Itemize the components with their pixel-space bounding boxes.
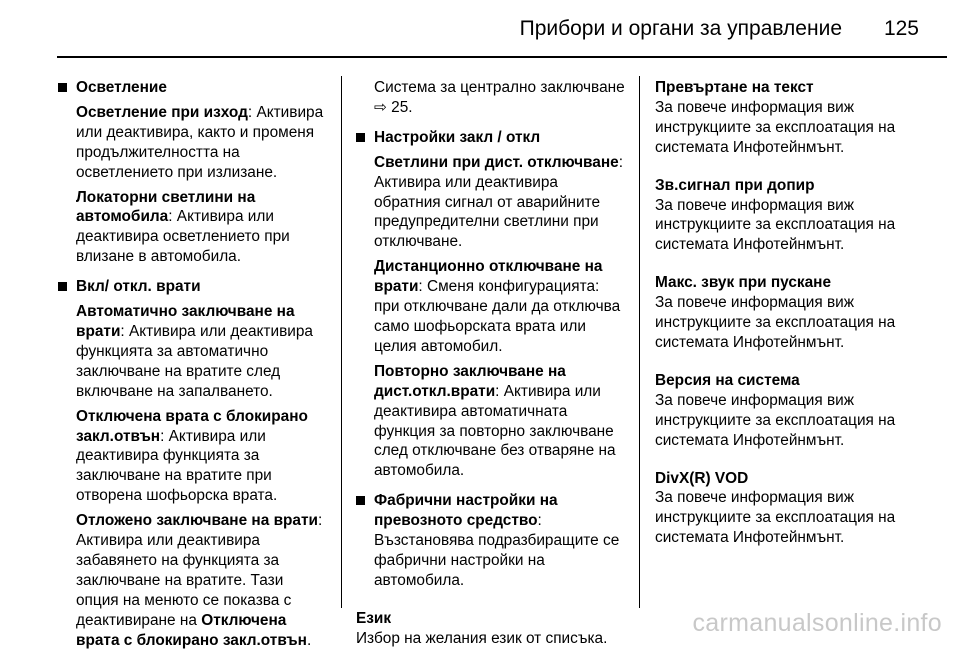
column-divider-2 <box>639 76 640 608</box>
column-divider-1 <box>341 76 342 608</box>
section-text: : Възстановява подразбиращите се фабрични настройки на автомобила. <box>374 512 620 589</box>
paragraph <box>58 302 328 402</box>
option-text: : Активира или деактивира функцията за заключване на вратите при отворена шофьорска врата. <box>76 427 278 505</box>
paragraph <box>58 407 328 507</box>
watermark: carmanualsonline.info <box>692 609 942 637</box>
subsection-heading: Макс. звук при пускане <box>655 274 832 292</box>
paragraph: За повече информация виж инструкциите за експлоатация на системата Инфотейнмънт. <box>655 196 896 254</box>
square-bullet-icon <box>356 496 365 505</box>
option-label: Светлини при дист. отключване <box>374 153 619 171</box>
paragraph: За повече информация виж инструкциите за експлоатация на системата Инфотейнмънт. <box>655 98 896 156</box>
paragraph <box>356 257 626 357</box>
subsection-heading: Език <box>356 609 392 627</box>
paragraph <box>356 362 626 481</box>
subsection-heading: Версия на система <box>655 371 800 389</box>
section-heading <box>356 128 626 148</box>
option-reference: Отключена врата с блокирано закл.отвън <box>76 611 307 649</box>
option-label: Дистанционно отключване на врати <box>374 258 603 296</box>
section-title: Настройки закл / откл <box>374 128 541 146</box>
paragraph <box>58 188 328 268</box>
section-title: Вкл/ откл. врати <box>76 278 201 296</box>
section-heading <box>356 491 626 591</box>
subsection-heading: Зв.сигнал при допир <box>655 176 815 194</box>
option-label: Автоматично заключване на врати <box>76 303 295 340</box>
option-label: Отключена врата с блокирано закл.отвън <box>76 407 308 445</box>
paragraph <box>356 153 626 253</box>
page-title: Прибори и органи за управление <box>519 17 842 40</box>
page-header <box>0 0 960 56</box>
paragraph: За повече информация виж инструкциите за експлоатация на системата Инфотейнмънт. <box>655 294 896 351</box>
option-text: : Активира или деактивира, както и променя продължителността на осветлението при излизане. <box>76 103 324 181</box>
square-bullet-icon <box>58 83 67 92</box>
page-reference: 25. <box>386 98 413 116</box>
column-3 <box>655 78 915 548</box>
option-text-end: . <box>306 631 312 649</box>
paragraph <box>356 78 626 118</box>
option-text: : Активира или деактивира автоматичната функция за повторно заключване след отключване без отваряне на автомобила. <box>374 382 616 480</box>
section-heading <box>58 277 328 297</box>
square-bullet-icon <box>58 282 67 291</box>
option-label: Локаторни светлини на автомобила <box>76 188 256 226</box>
column-1 <box>58 78 328 650</box>
option-text: : Активира или деактивира обратния сигнал от аварийните предупредителни светлини при отключване. <box>374 153 623 251</box>
option-label: Осветление при изход <box>76 103 248 121</box>
subsection-heading: Превъртане на текст <box>655 79 814 96</box>
section-heading <box>58 78 328 98</box>
header-rule <box>57 56 947 58</box>
option-text: : Активира или деактивира осветлението при влизане в автомобила. <box>76 208 290 266</box>
paragraph <box>58 511 328 650</box>
option-label: Повторно заключване на дист.откл.врати <box>374 362 566 400</box>
option-text: : Сменя конфигурацията: при отключване дали да отключва само шофьорската врата или целия автомобил. <box>374 278 621 355</box>
section-title: Фабрични настройки на превозното средство <box>374 492 558 530</box>
continued-text: Система за централно заключване <box>374 79 625 96</box>
paragraph: Избор на желания език от списъка. <box>356 629 608 647</box>
section-title: Осветление <box>76 79 167 96</box>
paragraph <box>58 103 328 183</box>
paragraph: За повече информация виж инструкциите за експлоатация на системата Инфотейнмънт. <box>655 489 896 547</box>
option-text: : Активира или деактивира забавянето на функцията за заключване на вратите. Тази опция на менюто се показва с деактивиране на <box>76 512 323 629</box>
paragraph: За повече информация виж инструкциите за експлоатация на системата Инфотейнмънт. <box>655 391 896 449</box>
subsection-heading: DivX(R) VOD <box>655 469 749 487</box>
page-number: 125 <box>883 17 919 40</box>
option-label: Отложено заключване на врати <box>76 512 318 530</box>
square-bullet-icon <box>356 133 365 142</box>
option-text: : Активира или деактивира функцията за автоматично заключване на вратите след включване на запалването. <box>76 322 313 400</box>
page-reference-icon: ⇨ <box>374 98 387 116</box>
column-2 <box>356 78 626 649</box>
